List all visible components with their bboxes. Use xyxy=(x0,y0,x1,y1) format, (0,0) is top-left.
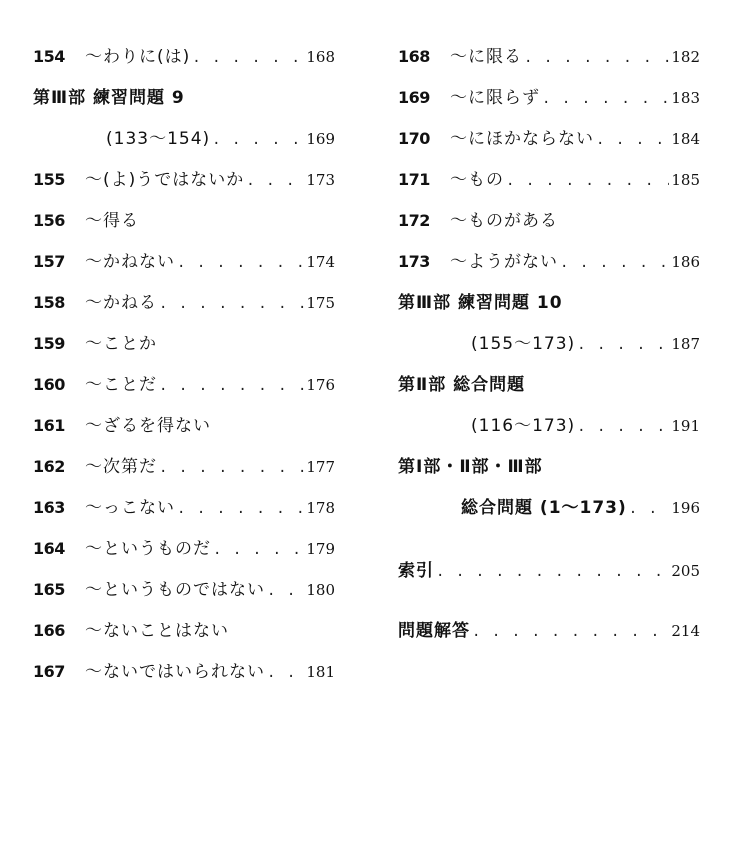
section-heading xyxy=(398,373,525,397)
entry-number: 157 xyxy=(33,252,65,271)
leader-dots xyxy=(267,579,304,603)
leader-dots xyxy=(192,46,304,70)
entry-page: 187 xyxy=(671,335,700,353)
entry-page: 196 xyxy=(671,499,700,517)
entry-title: 〜に限る xyxy=(450,47,522,67)
entry-page: 186 xyxy=(671,253,700,271)
entry-title: 〜かねる xyxy=(85,293,157,313)
entry-page: 183 xyxy=(671,89,700,107)
entry-number: 156 xyxy=(33,211,65,230)
entry-title: 〜というものではない xyxy=(85,580,265,600)
leader-dots xyxy=(542,87,669,111)
toc-entry xyxy=(398,127,700,152)
toc-entry xyxy=(33,291,335,316)
entry-page: 181 xyxy=(306,663,335,681)
toc-entry xyxy=(398,45,700,70)
entry-number: 165 xyxy=(33,580,65,599)
entry-page: 168 xyxy=(306,48,335,66)
entry-page: 182 xyxy=(671,48,700,66)
entry-number: 163 xyxy=(33,498,65,517)
entry-page: 174 xyxy=(306,253,335,271)
entry-page: 169 xyxy=(306,130,335,148)
section-heading xyxy=(33,86,185,110)
leader-dots xyxy=(177,497,304,521)
entry-title: 問題解答 xyxy=(398,621,470,641)
entry-title: 総合問題 (1〜173) xyxy=(461,498,627,518)
entry-number: 169 xyxy=(398,88,430,107)
section-heading xyxy=(398,455,543,479)
leader-dots xyxy=(629,497,670,521)
toc-entry xyxy=(398,209,558,233)
toc-entry xyxy=(471,332,700,357)
entry-number: 170 xyxy=(398,129,430,148)
entry-title: 〜ないではいられない xyxy=(85,662,265,682)
toc-entry xyxy=(398,559,700,584)
leader-dots xyxy=(212,128,304,152)
entry-number: 172 xyxy=(398,211,430,230)
entry-page: 179 xyxy=(306,540,335,558)
leader-dots xyxy=(177,251,304,275)
entry-number: 171 xyxy=(398,170,430,189)
leader-dots xyxy=(213,538,304,562)
leader-dots xyxy=(436,560,669,584)
leader-dots xyxy=(246,169,304,193)
leader-dots xyxy=(267,661,304,685)
toc-entry xyxy=(33,455,335,480)
entry-title: 〜(よ)うではないか xyxy=(85,170,245,190)
entry-title: (133〜154) xyxy=(106,129,211,149)
entry-title: 〜ないことはない xyxy=(85,621,229,641)
entry-page: 173 xyxy=(306,171,335,189)
entry-title: 〜っこない xyxy=(85,498,175,518)
toc-entry xyxy=(33,45,335,70)
section-title: 第Ⅲ部 練習問題 10 xyxy=(398,293,563,313)
entry-number: 164 xyxy=(33,539,65,558)
leader-dots xyxy=(472,620,669,644)
entry-title: 〜ものがある xyxy=(450,211,558,231)
toc-entry xyxy=(33,496,335,521)
entry-number: 158 xyxy=(33,293,65,312)
leader-dots xyxy=(577,333,669,357)
entry-title: 〜ようがない xyxy=(450,252,558,272)
entry-title: 〜次第だ xyxy=(85,457,157,477)
entry-page: 185 xyxy=(671,171,700,189)
entry-title: (155〜173) xyxy=(471,334,576,354)
entry-number: 168 xyxy=(398,47,430,66)
toc-entry xyxy=(398,619,700,644)
leader-dots xyxy=(159,374,304,398)
toc-entry xyxy=(33,373,335,398)
entry-title: (116〜173) xyxy=(471,416,576,436)
toc-entry xyxy=(398,86,700,111)
section-heading xyxy=(398,291,563,315)
toc-entry xyxy=(471,414,700,439)
entry-title: 〜ざるを得ない xyxy=(85,416,211,436)
toc-entry xyxy=(33,209,139,233)
entry-number: 173 xyxy=(398,252,430,271)
entry-title: 〜得る xyxy=(85,211,139,231)
entry-number: 154 xyxy=(33,47,65,66)
entry-title: 〜というものだ xyxy=(85,539,211,559)
toc-entry xyxy=(33,250,335,275)
entry-page: 214 xyxy=(671,622,700,640)
entry-number: 166 xyxy=(33,621,65,640)
entry-number: 161 xyxy=(33,416,65,435)
toc-entry xyxy=(33,168,335,193)
entry-title: 〜に限らず xyxy=(450,88,540,108)
entry-page: 180 xyxy=(306,581,335,599)
entry-title: 〜ことか xyxy=(85,334,157,354)
leader-dots xyxy=(506,169,669,193)
entry-number: 162 xyxy=(33,457,65,476)
entry-title: 索引 xyxy=(398,561,434,581)
leader-dots xyxy=(577,415,669,439)
toc-entry xyxy=(33,578,335,603)
toc-entry xyxy=(33,414,211,438)
toc-entry xyxy=(33,660,335,685)
toc-entry xyxy=(398,168,700,193)
leader-dots xyxy=(524,46,669,70)
entry-number: 159 xyxy=(33,334,65,353)
entry-page: 177 xyxy=(306,458,335,476)
section-title: 第Ⅲ部 練習問題 9 xyxy=(33,88,185,108)
entry-title: 〜かねない xyxy=(85,252,175,272)
leader-dots xyxy=(159,456,304,480)
entry-number: 155 xyxy=(33,170,65,189)
leader-dots xyxy=(159,292,304,316)
entry-title: 〜にほかならない xyxy=(450,129,594,149)
toc-entry xyxy=(33,537,335,562)
entry-page: 191 xyxy=(671,417,700,435)
toc-entry xyxy=(33,619,229,643)
leader-dots xyxy=(596,128,669,152)
entry-page: 178 xyxy=(306,499,335,517)
toc-entry xyxy=(461,496,700,521)
entry-number: 160 xyxy=(33,375,65,394)
toc-entry xyxy=(33,332,157,356)
entry-title: 〜もの xyxy=(450,170,504,190)
entry-page: 176 xyxy=(306,376,335,394)
section-title: 第Ⅱ部 総合問題 xyxy=(398,375,526,395)
entry-page: 205 xyxy=(671,562,700,580)
entry-page: 184 xyxy=(671,130,700,148)
entry-number: 167 xyxy=(33,662,65,681)
leader-dots xyxy=(560,251,669,275)
toc-entry xyxy=(398,250,700,275)
toc-entry xyxy=(106,127,335,152)
entry-page: 175 xyxy=(306,294,335,312)
section-title: 第Ⅰ部・Ⅱ部・Ⅲ部 xyxy=(398,457,543,477)
entry-title: 〜ことだ xyxy=(85,375,157,395)
entry-title: 〜わりに(は) xyxy=(85,47,191,67)
